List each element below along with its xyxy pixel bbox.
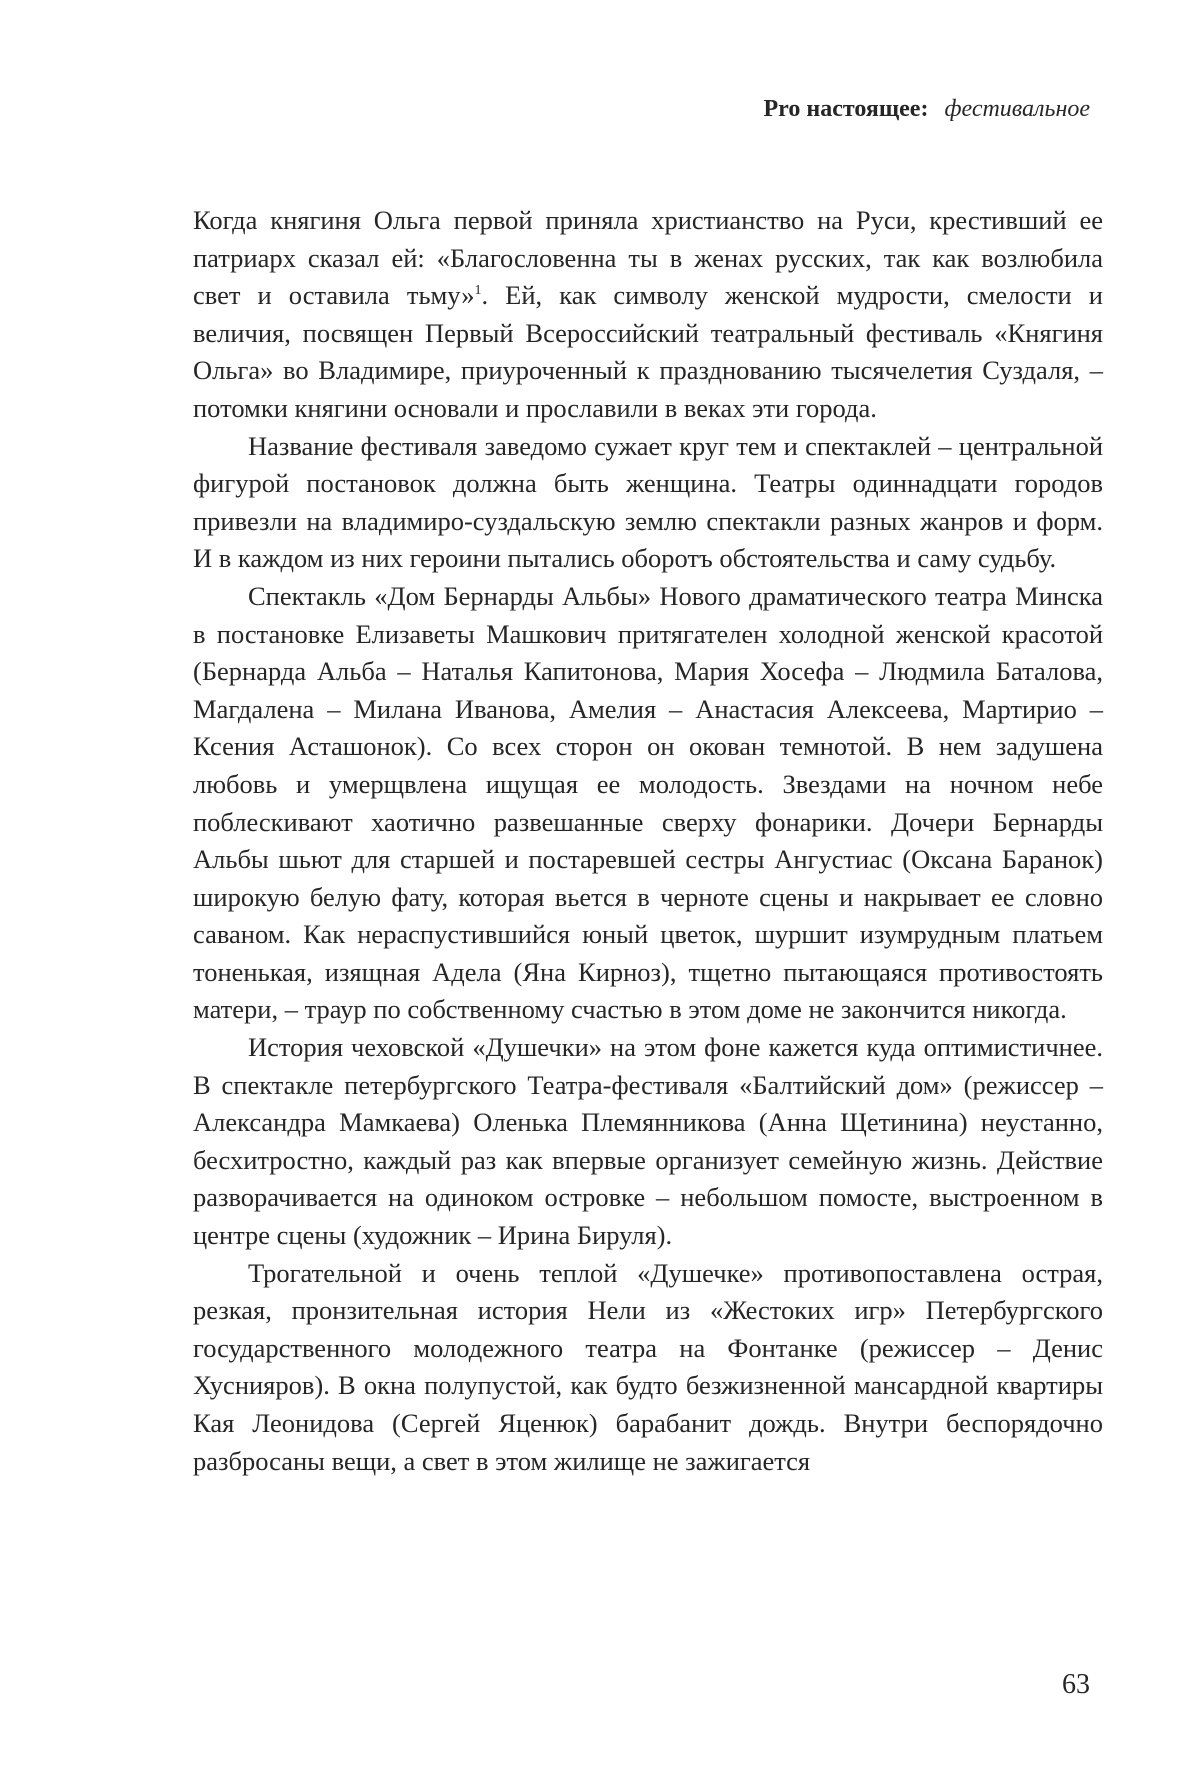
paragraph-2: Название фестиваля заведомо сужает круг тем и спектаклей – центральной фигурой постановок должна быть женщина. Театры одиннадцати городов привезли на владимиро-суздальскую землю спектакли разных жанров и форм. И в каждом из них героини пытались оборотъ обстоятельства и саму судьбу. (193, 430, 1103, 574)
paragraph-1-text-after-note: . Ей, как символу женской мудрости, смелости и величия, посвящен Первый Всероссийский театральный фестиваль «Княгиня Ольга» во Владимире, приуроченный к празднованию тысячелетия Суздаля, – потомки княгини основали и прославили в веках эти города. (193, 280, 1103, 423)
running-header (764, 94, 1090, 124)
header-section-title: Pro настоящее: (763, 96, 929, 122)
header-subsection-title: фестивальное (944, 96, 1090, 122)
paragraph-3: Спектакль «Дом Бернарды Альбы» Нового драматического театра Минска в постановке Елизаветы Машкович притягателен холодной женской красотой (Бернарда Альба – Наталья Капитонова, Мария Хосефа – Людмила Баталова, Магдалена – Милана Иванова, Амелия – Анастасия Алексеева, Мартирио – Ксения Асташонок). Со всех сторон он окован темнотой. В нем задушена любовь и умерщвлена ищущая ее молодость. Звездами на ночном небе поблескивают хаотично развешанные сверху фонарики. Дочери Бернарды Альбы шьют для старшей и постаревшей сестры Ангустиас (Оксана Баранок) широкую белую фату, которая вьется в черноте сцены и накрывает ее словно саваном. Как нераспустившийся юный цветок, шуршит изумрудным платьем тоненькая, изящная Адела (Яна Кирноз), тщетно пытающаяся противостоять матери, – траур по собственному счастью в этом доме не закончится никогда. (193, 580, 1103, 1025)
paragraph-1 (193, 202, 1103, 428)
footnote-marker[interactable]: 1 (474, 283, 482, 299)
paragraph-4: История чеховской «Душечки» на этом фоне кажется куда оптимистичнее. В спектакле петербургского Театра-фестиваля «Балтийский дом» (режиссер – Александра Мамкаева) Оленька Племянникова (Анна Щетинина) неустанно, бесхитростно, каждый раз как впервые организует семейную жизнь. Действие разворачивается на одиноком островке – небольшом помосте, выстроенном в центре сцены (художник – Ирина Бируля). (193, 1032, 1103, 1251)
paragraph-1-text-before-note: Когда княгиня Ольга первой приняла христианство на Руси, крестивший ее патриарх сказал ей: «Благословенна ты в женах русских, так как возлюбила свет и оставила тьму» (193, 205, 1103, 311)
body-text (193, 202, 1103, 1480)
paragraph-5: Трогательной и очень теплой «Душечке» противопоставлена острая, резкая, пронзительная история Нели из «Жестоких игр» Петербургского государственного молодежного театра на Фонтанке (режиссер – Денис Хуснияров). В окна полупустой, как будто безжизненной мансардной квартиры Кая Леонидова (Сергей Яценюк) барабанит дождь. Внутри беспорядочно разбросаны вещи, а свет в этом жилище не зажигается (193, 1257, 1103, 1476)
page-number: 63 (1062, 1669, 1090, 1700)
